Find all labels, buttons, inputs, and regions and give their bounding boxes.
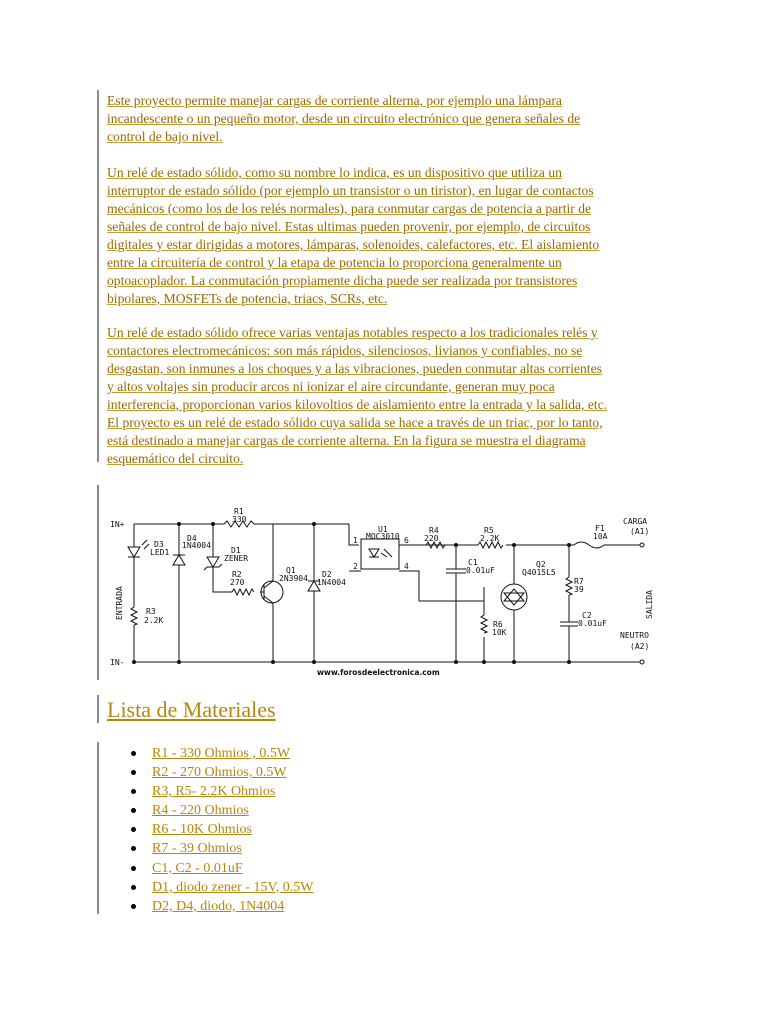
line: digitales y estar dirigidas a motores, lámparas, solenoides, calefactores, etc. El aislamiento <box>107 237 600 252</box>
f1-value: 10A <box>593 532 608 541</box>
d2-label: D2 <box>322 570 332 579</box>
line: mecánicos (como los de los relés normales), para conmutar cargas de potencia a partir de <box>107 201 592 216</box>
pin6-label: 6 <box>404 536 409 545</box>
line: incandescente o un pequeño motor, desde un circuito electrónico que genera señales de <box>107 111 581 126</box>
line: bipolares, MOSFETs de potencia, triacs, SCRs, etc. <box>107 291 388 306</box>
d2-value: 1N4004 <box>317 578 346 587</box>
line: contactores electromecánicos: son más rápidos, silenciosos, livianos y confiables, no se <box>107 343 583 358</box>
line: y altos voltajes sin producir arcos ni ionizar el aire circundante, generan muy poca <box>107 379 555 394</box>
line: Un relé de estado sólido ofrece varias ventajas notables respecto a los tradicionales relés y <box>107 325 598 340</box>
q2-value: Q4015L5 <box>522 568 556 577</box>
ssr-definition-paragraph[interactable] <box>107 164 667 308</box>
line: interruptor de estado sólido (por ejemplo un transistor o un tiristor), en lugar de contactos <box>107 183 594 198</box>
list-item[interactable]: D2, D4, diodo, 1N4004 <box>152 897 314 916</box>
c1-label: C1 <box>468 558 478 567</box>
r2-label: R2 <box>232 570 242 579</box>
r2-value: 270 <box>230 578 245 587</box>
line: señales de control de bajo nivel. Estas ultimas pueden provenir, por ejemplo, de circuitos <box>107 219 591 234</box>
u1-value: MOC3010 <box>366 532 400 541</box>
r7-label: R7 <box>574 577 584 586</box>
d3-value: LED1 <box>150 548 170 557</box>
left-margin-bar <box>97 90 99 462</box>
list-item[interactable]: R6 - 10K Ohmios <box>152 820 314 839</box>
r7-value: 39 <box>574 585 584 594</box>
materials-list <box>152 744 314 916</box>
list-item[interactable]: C1, C2 - 0.01uF <box>152 859 314 878</box>
in-minus-label: IN- <box>110 658 125 667</box>
f1-label: F1 <box>595 524 605 533</box>
d1-label: D1 <box>231 546 241 555</box>
r3-label: R3 <box>146 607 156 616</box>
line: entre la circuitería de control y la etapa de potencia lo proporciona generalmente un <box>107 255 562 270</box>
intro-paragraph[interactable] <box>107 92 667 146</box>
neutro-label: NEUTRO <box>620 631 649 640</box>
c2-label: C2 <box>582 611 592 620</box>
c1-value: 0.01uF <box>466 566 495 575</box>
left-margin-bar <box>97 742 99 914</box>
line: Este proyecto permite manejar cargas de corriente alterna, por ejemplo una lámpara <box>107 93 562 108</box>
d1-value: ZENER <box>224 554 249 563</box>
list-item[interactable]: R7 - 39 Ohmios <box>152 839 314 858</box>
in-plus-label: IN+ <box>110 520 125 529</box>
r3-value: 2.2K <box>144 616 164 625</box>
line: desgastan, son inmunes a los choques y a las vibraciones, pueden conmutar altas corrientes <box>107 361 602 376</box>
pin1-label: 1 <box>353 536 358 545</box>
left-margin-bar <box>97 695 99 723</box>
carga-label: CARGA <box>623 517 648 526</box>
q1-value: 2N3904 <box>279 574 308 583</box>
line: El proyecto es un relé de estado sólido cuya salida se hace a través de un triac, por lo tanto, <box>107 415 603 430</box>
list-item[interactable]: R3, R5- 2.2K Ohmios <box>152 782 314 801</box>
salida-label: SALIDA <box>645 590 654 619</box>
line: Un relé de estado sólido, como su nombre lo indica, es un dispositivo que utiliza un <box>107 165 562 180</box>
r1-value: 330 <box>232 515 247 524</box>
a2-label: (A2) <box>630 642 650 651</box>
line: control de bajo nivel. <box>107 129 223 144</box>
list-item[interactable]: D1, diodo zener - 15V, 0.5W <box>152 878 314 897</box>
d4a-label: D4 <box>187 534 197 543</box>
advantages-paragraph[interactable] <box>107 324 667 468</box>
q2-label: Q2 <box>536 560 546 569</box>
materials-heading[interactable]: Lista de Materiales <box>107 697 276 722</box>
r5-value: 2.2K <box>480 534 500 543</box>
r4-label: R4 <box>429 526 439 535</box>
entrada-label: ENTRADA <box>115 586 124 620</box>
d4a-value: 1N4004 <box>182 541 211 550</box>
circuit-schematic <box>104 497 664 680</box>
c2-value: 0.01uF <box>578 619 607 628</box>
line: optoacoplador. La conmutación propiamente dicha puede ser realizada por transistores <box>107 273 578 288</box>
r1-label: R1 <box>234 507 244 516</box>
r4-value: 220 <box>424 534 439 543</box>
a1-label: (A1) <box>630 527 650 536</box>
r5-label: R5 <box>484 526 494 535</box>
list-item[interactable]: R2 - 270 Ohmios, 0.5W <box>152 763 314 782</box>
pin4-label: 4 <box>404 562 409 571</box>
u1-label: U1 <box>378 525 388 534</box>
line: está destinado a manejar cargas de corriente alterna. En la figura se muestra el diagrama <box>107 433 586 448</box>
r6-label: R6 <box>493 620 503 629</box>
r6-value: 10K <box>492 628 507 637</box>
list-item[interactable]: R4 - 220 Ohmios <box>152 801 314 820</box>
line: interferencia, proporcionan varios kilovoltios de aislamiento entre la entrada y la salida, etc. <box>107 397 608 412</box>
line: esquemático del circuito. <box>107 451 244 466</box>
d3-label: D3 <box>154 540 164 549</box>
left-margin-bar <box>97 485 99 680</box>
q1-label: Q1 <box>286 566 296 575</box>
list-item[interactable]: R1 - 330 Ohmios , 0.5W <box>152 744 314 763</box>
pin2-label: 2 <box>353 562 358 571</box>
website-watermark: www.forosdeelectronica.com <box>317 668 440 677</box>
